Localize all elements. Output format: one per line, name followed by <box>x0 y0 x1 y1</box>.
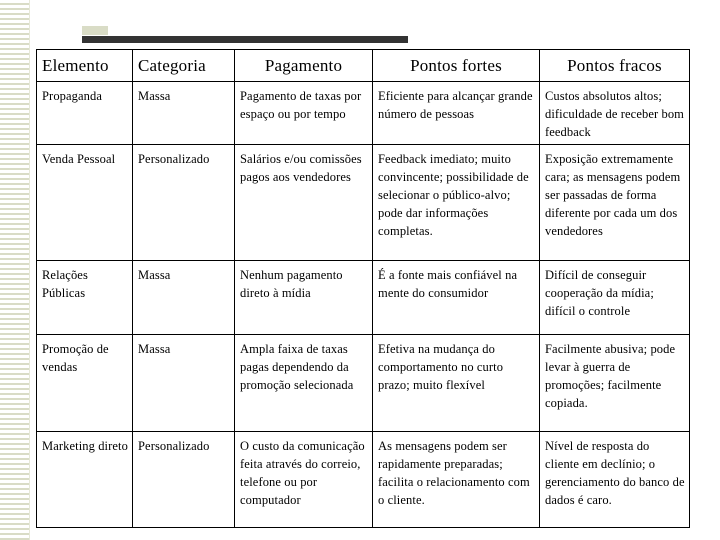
cell-pagamento: Nenhum pagamento direto à mídia <box>235 261 373 335</box>
cell-pontos-fracos: Facilmente abusiva; pode levar à guerra de promoções; facilmente copiada. <box>540 335 690 432</box>
cell-categoria: Personalizado <box>133 145 235 261</box>
cell-pagamento: Salários e/ou comissões pagos aos vendedores <box>235 145 373 261</box>
cell-elemento: Venda Pessoal <box>37 145 133 261</box>
header-pontos-fortes: Pontos fortes <box>373 50 540 82</box>
cell-elemento: Relações Públicas <box>37 261 133 335</box>
table-header-row <box>37 50 690 82</box>
decorative-stripe-band <box>0 0 30 540</box>
decorative-accent-block <box>82 26 108 35</box>
cell-categoria: Massa <box>133 335 235 432</box>
cell-pontos-fortes: As mensagens podem ser rapidamente preparadas; facilita o relacionamento com o cliente. <box>373 432 540 528</box>
cell-pontos-fortes: Efetiva na mudança do comportamento no curto prazo; muito flexível <box>373 335 540 432</box>
decorative-accent-bar <box>82 36 408 43</box>
table-row <box>37 145 690 261</box>
cell-pontos-fortes: É a fonte mais confiável na mente do consumidor <box>373 261 540 335</box>
promotion-mix-table <box>36 49 690 528</box>
header-categoria: Categoria <box>133 50 235 82</box>
header-pontos-fracos: Pontos fracos <box>540 50 690 82</box>
cell-elemento: Marketing direto <box>37 432 133 528</box>
cell-pontos-fracos: Nível de resposta do cliente em declínio; o gerenciamento do banco de dados é caro. <box>540 432 690 528</box>
table-row <box>37 82 690 145</box>
cell-pagamento: Ampla faixa de taxas pagas dependendo da promoção selecionada <box>235 335 373 432</box>
cell-pontos-fortes: Feedback imediato; muito convincente; possibilidade de selecionar o público-alvo; pode dar informações completas. <box>373 145 540 261</box>
cell-elemento: Propaganda <box>37 82 133 145</box>
cell-elemento: Promoção de vendas <box>37 335 133 432</box>
cell-categoria: Massa <box>133 261 235 335</box>
cell-categoria: Personalizado <box>133 432 235 528</box>
cell-pontos-fracos: Exposição extremamente cara; as mensagens podem ser passadas de forma diferente por cada um dos vendedores <box>540 145 690 261</box>
table-row <box>37 432 690 528</box>
cell-categoria: Massa <box>133 82 235 145</box>
cell-pagamento: O custo da comunicação feita através do correio, telefone ou por computador <box>235 432 373 528</box>
header-elemento: Elemento <box>37 50 133 82</box>
cell-pontos-fracos: Custos absolutos altos; dificuldade de receber bom feedback <box>540 82 690 145</box>
cell-pontos-fracos: Difícil de conseguir cooperação da mídia; difícil o controle <box>540 261 690 335</box>
table-row <box>37 335 690 432</box>
header-pagamento: Pagamento <box>235 50 373 82</box>
cell-pagamento: Pagamento de taxas por espaço ou por tempo <box>235 82 373 145</box>
table-row <box>37 261 690 335</box>
cell-pontos-fortes: Eficiente para alcançar grande número de pessoas <box>373 82 540 145</box>
